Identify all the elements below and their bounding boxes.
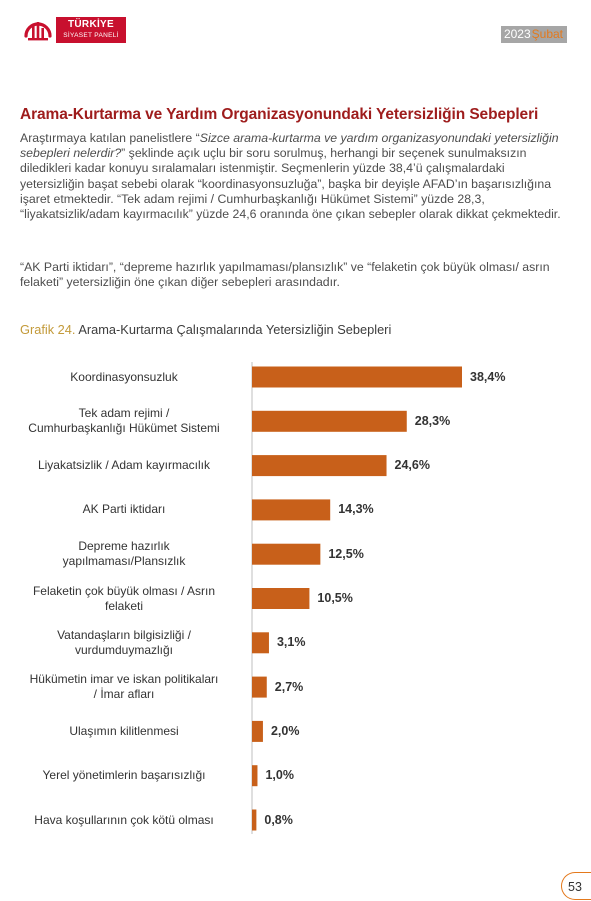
logo-wordmark <box>56 17 126 43</box>
category-label-line: / İmar afları <box>93 687 155 702</box>
secondary-paragraph: “AK Parti iktidarı”, “depreme hazırlık yapılmaması/plansızlık” ve “felaketin çok büyük olması/ asrın felaketi” yetersizliğin öne çıkan diğer sebepleri arasındadır. <box>20 260 550 290</box>
category-label-8 <box>8 724 240 739</box>
category-label-5 <box>8 584 240 614</box>
bar-4 <box>252 544 320 565</box>
category-label-6 <box>8 628 240 658</box>
category-label-3 <box>8 502 240 517</box>
bar-value-label-4: 12,5% <box>328 546 364 561</box>
bar-5 <box>252 588 309 609</box>
category-label-line: Hükümetin imar ve iskan politikaları <box>29 672 219 687</box>
bar-value-label-7: 2,7% <box>274 679 304 694</box>
category-label-line: Tek adam rejimi / <box>78 406 170 421</box>
bar-value-label-10: 0,8% <box>264 812 293 827</box>
category-label-10 <box>8 813 240 828</box>
category-label-line: Hava koşullarının çok kötü olması <box>34 812 214 827</box>
bar-value-label-1: 28,3% <box>414 413 451 428</box>
chart-title <box>20 322 391 337</box>
category-label-4 <box>8 539 240 569</box>
intro-rest: ” şeklinde açık uçlu bir soru sorulmuş, herhangi bir seçenek sunulmaksızın diledikleri kadar konuyu sıralamaları istenmiştir. Seçmenlerin yüzde 38,4’ü çalışmalardaki yetersizliğin başat sebebi olarak “koordinasyonsuzluğa”, başka bir deyişle AFAD’ın başarısızlığına işaret etmektedir. “Tek adam rejimi / Cumhurbaşkanlığı Hükümet Sistemi” yüzde 28,3, “liyakatsizlik/adam kayırmacılık” yüzde 24,6 oranında öne çıkan sebepler olarak dikkat çekmektedir. <box>20 146 561 222</box>
category-label-7 <box>8 672 240 702</box>
category-label-0 <box>8 370 240 385</box>
bar-value-label-8: 2,0% <box>270 723 300 738</box>
bar-chart <box>0 360 591 850</box>
category-label-9 <box>8 768 240 783</box>
page-number: 53 <box>561 872 591 900</box>
intro-paragraph <box>20 131 570 222</box>
category-label-line: felaketi <box>104 598 144 613</box>
bar-value-label-2: 24,6% <box>394 458 430 473</box>
intro-start: Araştırmaya katılan panelistlere “ <box>20 131 200 145</box>
issue-month: Şubat <box>532 26 567 43</box>
bar-0 <box>252 367 462 388</box>
category-label-line: Cumhurbaşkanlığı Hükümet Sistemi <box>28 421 220 436</box>
survey-question: Sizce arama-kurtarma ve yardım organizasyonundaki yetersizliğin sebepleri nelerdir? <box>20 131 559 161</box>
category-label-2 <box>8 458 240 473</box>
issue-date-badge <box>501 26 567 43</box>
chart-number: Grafik 24. <box>20 322 76 337</box>
category-label-line: yapılmaması/Plansızlık <box>62 554 186 569</box>
section-title: Arama-Kurtarma ve Yardım Organizasyonundaki Yetersizliğin Sebepleri <box>20 106 539 123</box>
logo <box>22 14 127 46</box>
category-label-line: Ulaşımın kilitlenmesi <box>69 723 179 738</box>
category-label-line: AK Parti iktidarı <box>82 502 166 517</box>
category-label-line: Felaketin çok büyük olması / Asrın <box>32 583 216 598</box>
bar-9 <box>252 765 257 786</box>
bar-2 <box>252 455 387 476</box>
bar-value-label-5: 10,5% <box>317 591 353 605</box>
logo-text-line1: TÜRKİYE <box>68 19 114 30</box>
bar-6 <box>252 632 269 653</box>
bar-3 <box>252 499 330 520</box>
chart-title-text: Arama-Kurtarma Çalışmalarında Yetersizliğin Sebepleri <box>75 322 392 337</box>
bar-7 <box>252 677 267 698</box>
issue-year: 2023 <box>501 26 532 43</box>
logo-text-line2: SİYASET PANELİ <box>63 32 119 39</box>
category-label-line: Vatandaşların bilgisizliği / <box>57 627 191 642</box>
bar-value-label-6: 3,1% <box>276 635 306 650</box>
bar-value-label-0: 38,4% <box>470 369 506 384</box>
category-label-1 <box>8 406 240 436</box>
category-label-line: Koordinasyonsuzluk <box>70 369 178 384</box>
category-label-line: vurdumduymazlığı <box>74 642 174 657</box>
bar-1 <box>252 411 407 432</box>
bar-8 <box>252 721 263 742</box>
bar-10 <box>252 810 256 831</box>
bar-value-label-3: 14,3% <box>338 502 374 517</box>
logo-mark-icon <box>22 14 54 46</box>
category-label-line: Depreme hazırlık <box>78 539 170 554</box>
category-label-line: Yerel yönetimlerin başarısızlığı <box>42 768 206 783</box>
category-label-line: Liyakatsizlik / Adam kayırmacılık <box>37 458 211 473</box>
bar-value-label-9: 1,0% <box>265 768 294 783</box>
